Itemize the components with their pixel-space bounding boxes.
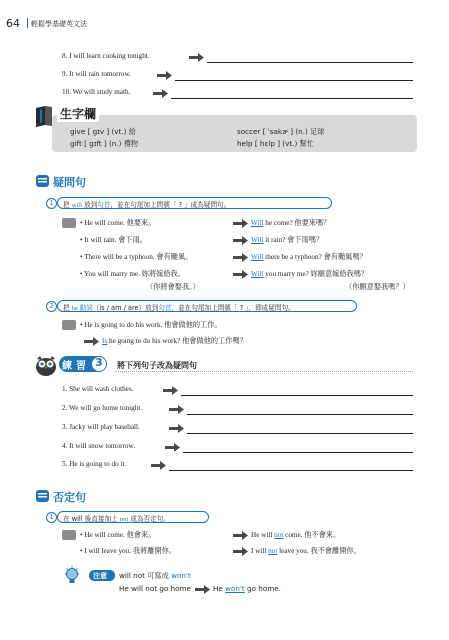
answer-line-9[interactable] [175,80,413,81]
arrow-icon [233,547,248,556]
arrow-icon [233,270,248,279]
arrow-icon [233,253,248,262]
practice-answer-line[interactable] [183,452,413,453]
example-icon [62,530,76,540]
rule-number: 1 [46,512,57,523]
arrow-icon [165,443,180,452]
arrow-icon [84,337,99,346]
rule-text-2: 把 be 動詞（is / am / are）放到句首，並在句尾加上問號「 ? 」，即成疑問句。 [63,304,295,312]
answer-line-10[interactable] [171,98,413,99]
example-right: He will not come. 他不會來。 [251,531,341,539]
vocab-item: soccer [ ˈsakɚ ] (n.) 足球 [237,127,325,136]
negatives-title: 否定句 [53,491,86,504]
example-right: I will not leave you. 我不會離開你。 [251,547,361,555]
example-icon [62,320,76,330]
rule-text-1: 把 will 放到句首，並在句尾加上問號「 ? 」成為疑問句。 [63,201,231,209]
arrow-icon [195,585,210,594]
note-line-1: will not 可寫成 won't [119,571,191,580]
practice-answer-line[interactable] [187,433,413,434]
arrow-icon [189,53,204,62]
example-right: Will there be a typhoon? 會有颱風嗎？ [251,253,367,261]
arrow-icon [233,531,248,540]
practice-item: 3. Jacky will play baseball. [62,423,140,431]
practice-label-1: 練 [62,361,72,372]
rule-number: 1 [46,198,57,209]
example-left: • You will marry me. 妳將嫁給我。 [80,270,185,278]
arrow-icon [151,461,166,470]
vocab-book-icon [33,104,55,128]
arrow-icon [163,386,178,395]
arrow-icon [169,405,184,414]
practice-number: 3 [95,356,103,369]
example-note-left: （你將會娶我。） [146,283,200,291]
arrow-icon [169,424,184,433]
vocab-item: help [ hɛlp ] (vt.) 幫忙 [237,139,314,148]
practice-answer-line[interactable] [187,414,413,415]
book-title: 輕鬆學基礎英文法 [31,20,87,28]
note-tag: 注意 [93,572,107,580]
practice-item: 1. She will wash clothes. [62,385,134,393]
page-number: 64 [6,17,20,30]
questions-title: 疑問句 [53,176,86,189]
arrow-icon [233,219,248,228]
practice-item: 5. He is going to do it. [62,460,127,468]
answer-line-8[interactable] [207,62,413,63]
vocab-item: give [ ɡɪv ] (vt.) 給 [70,127,136,136]
section-icon [36,490,49,502]
example-note-right: （你願意娶我嗎？） [345,283,410,291]
exercise-item-8: 8. I will learn cooking tonight. [62,52,150,60]
note-line-2: He will not go home [119,584,191,593]
exercise-item-10: 10. We will study math. [62,88,131,96]
lightbulb-icon [64,566,80,586]
example-left: • He will come. 他要來。 [80,219,156,227]
section-icon [36,175,49,187]
practice-item: 4. It will snow tomorrow. [62,442,136,450]
practice-answer-line[interactable] [169,470,413,471]
vocab-title: 生字欄 [57,105,99,122]
vocab-item: gift [ ɡɪft ] (n.) 禮物 [70,139,139,148]
example-icon [62,218,76,228]
note-line-2-result: He won't go home. [213,584,281,593]
practice-answer-line[interactable] [181,395,413,396]
rule-text-3: 在 will 後直接加上 not 成為否定句。 [63,515,170,523]
arrow-icon [233,236,248,245]
example-left: • He is going to do his work. 他會做他的工作。 [80,321,222,329]
header-divider [27,18,28,28]
rule-number: 2 [46,301,57,312]
practice-instruction: 將下列句子改為疑問句 [117,361,197,370]
example-left: • There will be a typhoon. 會有颱風。 [80,253,193,261]
example-right: Will he come? 他要來嗎？ [251,219,331,227]
example-right: Is he going to do his work? 他會做他的工作嗎？ [102,337,247,345]
example-left: • He will come. 他會來。 [80,531,156,539]
example-left: • I will leave you. 我將離開你。 [80,547,176,555]
example-right: Will you marry me? 妳願意嫁給我嗎？ [251,270,369,278]
arrow-icon [157,71,172,80]
example-right: Will it rain? 會下雨嗎？ [251,236,324,244]
owl-icon [34,354,58,376]
practice-divider [115,371,413,372]
exercise-item-9: 9. It will rain tomorrow. [62,70,131,78]
arrow-icon [153,89,168,98]
example-left: • It will rain. 會下雨。 [80,236,147,244]
practice-item: 2. We will go home tonight. [62,404,143,412]
practice-label-2: 習 [76,361,86,372]
